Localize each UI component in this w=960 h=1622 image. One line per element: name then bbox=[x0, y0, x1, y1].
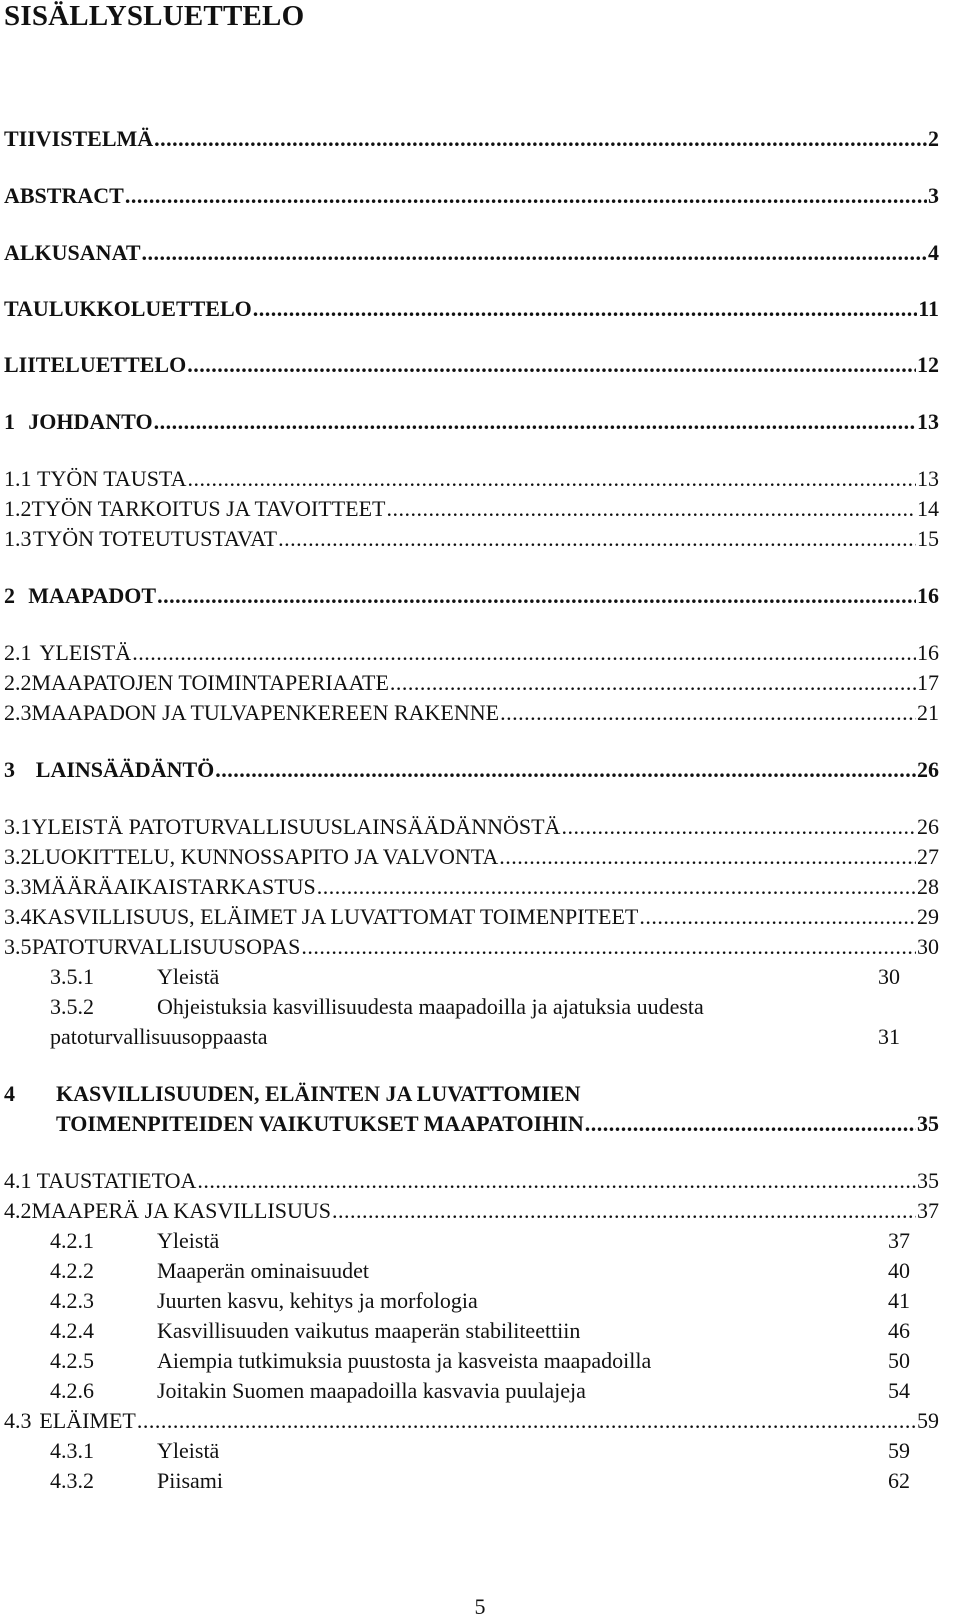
toc-page: 28 bbox=[917, 874, 939, 899]
toc-subsection[interactable] bbox=[50, 964, 900, 994]
toc-leader bbox=[561, 814, 916, 840]
toc-number: 2.1 bbox=[4, 640, 32, 665]
toc-page: 2 bbox=[928, 126, 939, 151]
toc-label: Juurten kasvu, kehitys ja morfologia bbox=[157, 1288, 478, 1313]
toc-label: ABSTRACT bbox=[4, 183, 124, 208]
toc-page: 59 bbox=[917, 1408, 939, 1433]
toc-leader bbox=[499, 844, 916, 870]
toc-subsection[interactable] bbox=[50, 1438, 910, 1468]
toc-subsection[interactable] bbox=[50, 1228, 910, 1258]
toc-entry-front[interactable] bbox=[4, 183, 939, 213]
toc-leader bbox=[332, 1198, 916, 1224]
toc-number: 4.1 bbox=[4, 1168, 32, 1193]
toc-number: 1.2 bbox=[4, 496, 32, 521]
toc-label: MAAPADON JA TULVAPENKEREEN RAKENNE bbox=[31, 700, 500, 725]
toc-page: 26 bbox=[917, 757, 939, 782]
toc-page: 30 bbox=[878, 964, 900, 989]
toc-page: 37 bbox=[917, 1198, 939, 1223]
toc-label: TIIVISTELMÄ bbox=[4, 126, 154, 151]
toc-label: Maaperän ominaisuudet bbox=[157, 1258, 369, 1283]
toc-section[interactable] bbox=[4, 874, 939, 904]
toc-number: 4.3.1 bbox=[50, 1438, 94, 1463]
toc-section[interactable] bbox=[4, 700, 939, 730]
toc-subsection[interactable] bbox=[50, 1318, 910, 1348]
toc-leader bbox=[500, 700, 916, 726]
toc-page: 62 bbox=[888, 1468, 910, 1493]
toc-section[interactable] bbox=[4, 670, 939, 700]
toc-section[interactable] bbox=[4, 814, 939, 844]
toc-page: 30 bbox=[917, 934, 939, 959]
toc-page: 21 bbox=[917, 700, 939, 725]
toc-page: 17 bbox=[917, 670, 939, 695]
toc-number: 4.2.5 bbox=[50, 1348, 94, 1373]
toc-number: 3.5.1 bbox=[50, 964, 94, 989]
toc-label: KASVILLISUUDEN, ELÄINTEN JA LUVATTOMIEN bbox=[56, 1081, 581, 1106]
toc-label: TYÖN TOTEUTUSTAVAT bbox=[32, 526, 278, 551]
toc-page: 4 bbox=[928, 240, 939, 265]
toc-leader bbox=[154, 126, 927, 152]
toc-label: TYÖN TAUSTA bbox=[37, 466, 187, 491]
toc-leader bbox=[317, 874, 916, 900]
toc-leader bbox=[301, 934, 916, 960]
toc-page: 3 bbox=[928, 183, 939, 208]
toc-page: 54 bbox=[888, 1378, 910, 1403]
toc-leader bbox=[253, 296, 917, 322]
toc-chapter-continued[interactable] bbox=[56, 1111, 939, 1141]
toc-page: 37 bbox=[888, 1228, 910, 1253]
toc-label: KASVILLISUUS, ELÄIMET JA LUVATTOMAT TOIMENPITEET bbox=[31, 904, 639, 929]
page-number: 5 bbox=[474, 1594, 486, 1619]
toc-leader bbox=[157, 583, 916, 609]
toc-leader bbox=[187, 352, 916, 378]
toc-number: 1.3 bbox=[4, 526, 32, 551]
toc-subsection[interactable] bbox=[50, 994, 900, 1024]
toc-number: 3.3 bbox=[4, 874, 32, 899]
toc-label: ELÄIMET bbox=[39, 1408, 136, 1433]
toc-label: LIITELUETTELO bbox=[4, 352, 187, 377]
toc-label: Yleistä bbox=[157, 1228, 220, 1253]
toc-number: 1 bbox=[4, 409, 15, 434]
toc-leader bbox=[188, 466, 917, 492]
toc-page: 41 bbox=[888, 1288, 910, 1313]
toc-page: 16 bbox=[917, 583, 939, 608]
toc-label-continued: TOIMENPITEIDEN VAIKUTUKSET MAAPATOIHIN bbox=[56, 1111, 584, 1136]
toc-label: YLEISTÄ PATOTURVALLISUUSLAINSÄÄDÄNNÖSTÄ bbox=[31, 814, 561, 839]
toc-number: 4.2.4 bbox=[50, 1318, 94, 1343]
toc-leader bbox=[585, 1111, 916, 1137]
toc-number: 3.5.2 bbox=[50, 994, 94, 1019]
toc-page: 40 bbox=[888, 1258, 910, 1283]
toc-label: Yleistä bbox=[157, 1438, 220, 1463]
toc-subsection[interactable] bbox=[50, 1468, 910, 1498]
toc-label: Piisami bbox=[157, 1468, 224, 1493]
toc-leader bbox=[639, 904, 916, 930]
toc-label: TAUSTATIETOA bbox=[36, 1168, 197, 1193]
toc-page: 27 bbox=[917, 844, 939, 869]
toc-label: TYÖN TARKOITUS JA TAVOITTEET bbox=[31, 496, 386, 521]
toc-label: JOHDANTO bbox=[28, 409, 153, 434]
toc-leader bbox=[142, 240, 927, 266]
toc-leader bbox=[132, 640, 916, 666]
toc-section[interactable] bbox=[4, 934, 939, 964]
toc-number: 3.2 bbox=[4, 844, 32, 869]
toc-number: 4.2.6 bbox=[50, 1378, 94, 1403]
toc-number: 4.2 bbox=[4, 1198, 32, 1223]
toc-number: 3.5 bbox=[4, 934, 32, 959]
toc-page: 13 bbox=[917, 409, 939, 434]
toc-number: 3.4 bbox=[4, 904, 32, 929]
toc-label-continued: patoturvallisuusoppaasta bbox=[50, 1024, 268, 1049]
toc-label: LAINSÄÄDÄNTÖ bbox=[35, 757, 215, 782]
toc-entry-front[interactable] bbox=[4, 296, 939, 326]
toc-page: 16 bbox=[917, 640, 939, 665]
toc-entry-front[interactable] bbox=[4, 352, 939, 382]
toc-page: 35 bbox=[917, 1111, 939, 1136]
toc-number: 2.2 bbox=[4, 670, 32, 695]
toc-page: 11 bbox=[918, 296, 939, 321]
toc-chapter[interactable] bbox=[4, 583, 939, 613]
toc-label: MÄÄRÄAIKAISTARKASTUS bbox=[31, 874, 316, 899]
toc-leader bbox=[137, 1408, 916, 1434]
toc-label: MAAPADOT bbox=[28, 583, 157, 608]
toc-section[interactable] bbox=[4, 496, 939, 526]
toc-section[interactable] bbox=[4, 1408, 939, 1438]
toc-number: 4.3 bbox=[4, 1408, 32, 1433]
toc-label: LUOKITTELU, KUNNOSSAPITO JA VALVONTA bbox=[31, 844, 499, 869]
toc-leader bbox=[278, 526, 916, 552]
toc-page: 15 bbox=[917, 526, 939, 551]
toc-entry-front[interactable] bbox=[4, 240, 939, 270]
toc-label: TAULUKKOLUETTELO bbox=[4, 296, 252, 321]
page-title: SISÄLLYSLUETTELO bbox=[4, 0, 305, 32]
toc-label: Kasvillisuuden vaikutus maaperän stabiliteettiin bbox=[157, 1318, 581, 1343]
toc-number: 3 bbox=[4, 757, 15, 782]
toc-label: PATOTURVALLISUUSOPAS bbox=[31, 934, 301, 959]
toc-number: 3.1 bbox=[4, 814, 32, 839]
toc-leader bbox=[390, 670, 916, 696]
toc-section[interactable] bbox=[4, 640, 939, 670]
toc-subsection[interactable] bbox=[50, 1348, 910, 1378]
toc-label: YLEISTÄ bbox=[39, 640, 132, 665]
toc-page: 31 bbox=[878, 1024, 900, 1049]
toc-page: 46 bbox=[888, 1318, 910, 1343]
toc-number: 4.2.1 bbox=[50, 1228, 94, 1253]
toc-label: Aiempia tutkimuksia puustosta ja kasveista maapadoilla bbox=[157, 1348, 652, 1373]
toc-page: 50 bbox=[888, 1348, 910, 1373]
toc-entry-front[interactable] bbox=[4, 126, 939, 156]
toc-page: 59 bbox=[888, 1438, 910, 1463]
toc-label: MAAPERÄ JA KASVILLISUUS bbox=[31, 1198, 331, 1223]
toc-page: 12 bbox=[917, 352, 939, 377]
toc-section[interactable] bbox=[4, 904, 939, 934]
toc-chapter[interactable] bbox=[4, 409, 939, 439]
toc-page: 13 bbox=[917, 466, 939, 491]
toc-leader bbox=[386, 496, 916, 522]
toc-number: 2.3 bbox=[4, 700, 32, 725]
toc-number: 2 bbox=[4, 583, 15, 608]
toc-leader bbox=[215, 757, 916, 783]
toc-page: 29 bbox=[917, 904, 939, 929]
toc-page: 35 bbox=[917, 1168, 939, 1193]
toc-label: Ohjeistuksia kasvillisuudesta maapadoilla ja ajatuksia uudesta bbox=[157, 994, 704, 1019]
toc-chapter[interactable] bbox=[4, 757, 939, 787]
toc-section[interactable] bbox=[4, 1168, 939, 1198]
toc-number: 4 bbox=[4, 1081, 15, 1106]
toc-number: 1.1 bbox=[4, 466, 32, 491]
toc-section[interactable] bbox=[4, 1198, 939, 1228]
toc-number: 4.2.3 bbox=[50, 1288, 94, 1313]
toc-label: Joitakin Suomen maapadoilla kasvavia puulajeja bbox=[157, 1378, 586, 1403]
toc-section[interactable] bbox=[4, 466, 939, 496]
toc-label: ALKUSANAT bbox=[4, 240, 141, 265]
toc-number: 4.3.2 bbox=[50, 1468, 94, 1493]
toc-page: 26 bbox=[917, 814, 939, 839]
toc-leader bbox=[125, 183, 927, 209]
toc-section[interactable] bbox=[4, 844, 939, 874]
toc-leader bbox=[197, 1168, 916, 1194]
toc-subsection[interactable] bbox=[50, 1378, 910, 1408]
toc-page: 14 bbox=[917, 496, 939, 521]
toc-subsection-continued[interactable] bbox=[50, 1024, 900, 1054]
toc-label: MAAPATOJEN TOIMINTAPERIAATE bbox=[31, 670, 389, 695]
toc-subsection[interactable] bbox=[50, 1288, 910, 1318]
toc-number: 4.2.2 bbox=[50, 1258, 94, 1283]
toc-label: Yleistä bbox=[157, 964, 220, 989]
toc-subsection[interactable] bbox=[50, 1258, 910, 1288]
toc-section[interactable] bbox=[4, 526, 939, 556]
toc-chapter[interactable] bbox=[4, 1081, 939, 1111]
toc-leader bbox=[154, 409, 916, 435]
